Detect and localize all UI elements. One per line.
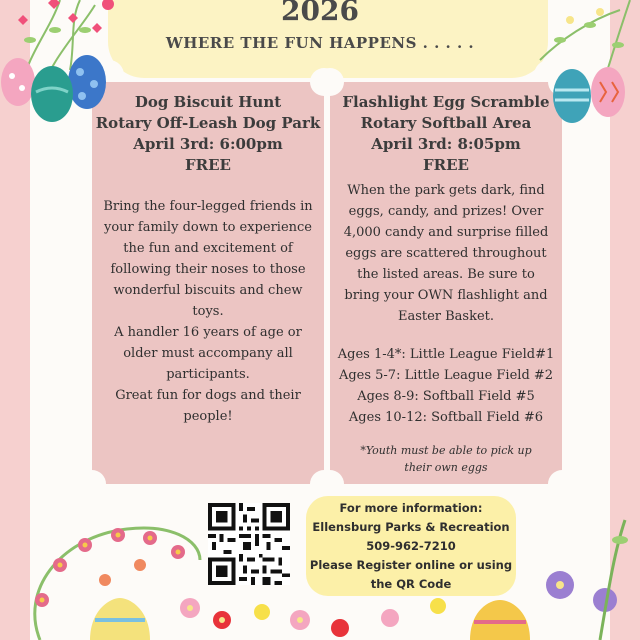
event-title: Dog Biscuit Hunt [134, 93, 282, 111]
age-group-item: Ages 5-7: Little League Field #2 [338, 368, 554, 383]
organization-name: Ellensburg Parks & Recreation [312, 520, 510, 534]
register-instructions: Please Register online or using [309, 558, 513, 572]
description-line: eggs are scattered throughout [345, 246, 547, 261]
event-location: Rotary Softball Area [360, 114, 532, 132]
description-line: following their noses to those [110, 262, 306, 277]
description-line: 4,000 candy and surprise filled [343, 225, 549, 240]
description-line: wonderful biscuits and chew [113, 283, 303, 298]
age-group-item: Ages 10-12: Softball Field #6 [348, 410, 544, 425]
tagline: WHERE THE FUN HAPPENS . . . . . [165, 34, 475, 52]
event-title: Flashlight Egg Scramble [342, 93, 550, 111]
description-line: toys. [192, 304, 224, 319]
description-line: your family down to experience [104, 220, 312, 235]
description-line: the listed areas. Be sure to [357, 267, 535, 282]
card-header [330, 92, 562, 176]
card-header [92, 92, 324, 176]
youth-note [330, 442, 562, 476]
event-description [98, 196, 318, 427]
description-line: Great fun for dogs and their [115, 388, 301, 403]
note-line: their own eggs [404, 461, 488, 474]
description-line: people! [183, 409, 233, 424]
note-line: *Youth must be able to pick up [360, 444, 532, 457]
event-description [332, 180, 560, 327]
event-year: 2026 [281, 0, 359, 27]
info-heading: For more information: [339, 501, 483, 515]
age-group-item: Ages 1-4*: Little League Field#1 [337, 347, 555, 362]
description-line: bring your OWN flashlight and [344, 288, 548, 303]
age-group-item: Ages 8-9: Softball Field #5 [357, 389, 535, 404]
description-line: older must accompany all [123, 346, 293, 361]
event-price: FREE [423, 156, 469, 174]
description-line: A handler 16 years of age or [114, 325, 302, 340]
description-line: When the park gets dark, find [347, 183, 545, 198]
event-price: FREE [185, 156, 231, 174]
qr-code-icon[interactable] [208, 503, 290, 585]
description-line: the fun and excitement of [123, 241, 293, 256]
flashlight-egg-scramble-card [330, 82, 562, 484]
description-line: Easter Basket. [397, 309, 495, 324]
event-location: Rotary Off-Leash Dog Park [95, 114, 321, 132]
description-line: participants. [166, 367, 250, 382]
description-line: Bring the four-legged friends in [103, 199, 313, 214]
dog-biscuit-hunt-card [92, 82, 324, 484]
age-groups-list [330, 344, 562, 428]
info-box [306, 496, 516, 596]
register-instructions-cont: the QR Code [370, 577, 452, 591]
event-datetime: April 3rd: 6:00pm [133, 135, 283, 153]
event-datetime: April 3rd: 8:05pm [371, 135, 521, 153]
description-line: eggs, candy, and prizes! Over [348, 204, 544, 219]
phone-number[interactable]: 509-962-7210 [366, 539, 456, 553]
